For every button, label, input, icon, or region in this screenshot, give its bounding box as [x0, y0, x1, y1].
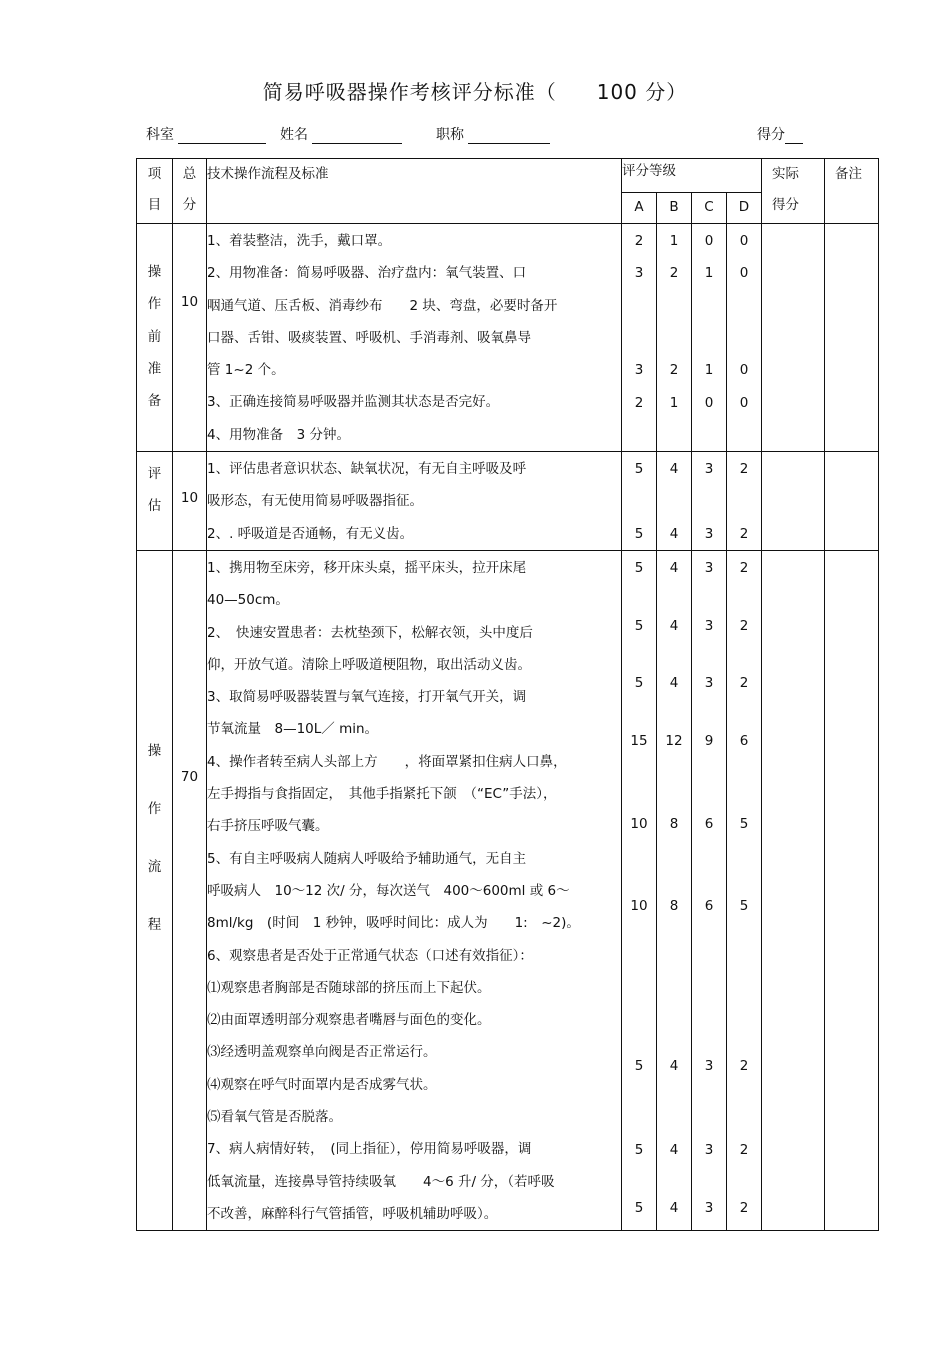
grade-score-c — [692, 452, 727, 551]
score-value: 3 — [634, 362, 644, 379]
score-value: 2 — [739, 674, 749, 691]
score-value: 2 — [739, 461, 749, 478]
section-name-char: 程 — [147, 916, 162, 933]
procedure-line: 2、. 呼吸道是否通畅，有无义齿。 — [207, 525, 414, 542]
section-total — [173, 224, 207, 452]
score-value: 1 — [704, 265, 714, 282]
dept-blank[interactable] — [178, 127, 266, 144]
procedure-line: 4、用物准备 3 分钟。 — [207, 426, 350, 443]
score-value: 3 — [704, 559, 714, 576]
score-value: 1 — [669, 233, 679, 249]
score-value: 5 — [634, 461, 644, 478]
score-value: 4 — [669, 1057, 679, 1074]
procedure-line: 不改善，麻醉科行气管插管，呼吸机辅助呼吸）。 — [207, 1205, 498, 1222]
grade-score-d — [727, 452, 762, 551]
header-item — [137, 159, 173, 224]
score-value: 4 — [669, 674, 679, 691]
procedure-line: ⑶经透明盖观察单向阀是否正常运行。 — [207, 1044, 437, 1061]
actual-score-cell[interactable] — [762, 224, 825, 452]
table-header — [137, 159, 879, 224]
score-value: 0 — [739, 362, 749, 379]
procedure-line: 8ml/kg (时间 1 秒钟，吸呼时间比：成人为 1: ~2)。 — [207, 915, 580, 932]
grade-score-a — [622, 452, 657, 551]
procedure-line: 40—50cm。 — [207, 592, 289, 609]
procedure-line: 右手挤压呼吸气囊。 — [207, 818, 329, 835]
score-value: 5 — [634, 617, 644, 634]
procedure-line: 2、用物准备：简易呼吸器、治疗盘内：氧气装置、口 — [207, 265, 527, 282]
procedure-line: 6、观察患者是否处于正常通气状态（口述有效指征）： — [207, 947, 533, 964]
section-total-value: 10 — [180, 490, 199, 507]
score-value: 4 — [669, 461, 679, 478]
grade-score-c — [692, 550, 727, 1230]
score-value: 2 — [669, 362, 679, 379]
procedure-line: 3、正确连接简易呼吸器并监测其状态是否完好。 — [207, 394, 500, 411]
remark-cell[interactable] — [825, 550, 879, 1230]
header-actual-line2: 得分 — [772, 197, 799, 213]
header-grade: 评分等级 — [622, 159, 762, 193]
score-value: 5 — [739, 815, 749, 832]
score-value: 1 — [669, 394, 679, 411]
score-value: 3 — [704, 1199, 714, 1216]
section-name-char: 作 — [147, 800, 162, 817]
header-total-line2: 分 — [182, 197, 197, 213]
job-title-field — [436, 124, 550, 144]
score-value: 5 — [634, 1199, 644, 1216]
score-value: 0 — [739, 233, 749, 249]
section-row — [137, 224, 879, 452]
scoring-table — [136, 158, 879, 1231]
score-value: 3 — [704, 1057, 714, 1074]
table-body — [137, 224, 879, 1231]
score-value: 10 — [630, 815, 648, 832]
score-value: 4 — [669, 617, 679, 634]
score-value: 2 — [739, 559, 749, 576]
header-actual-score — [762, 159, 825, 224]
section-total-value: 10 — [180, 294, 199, 310]
score-value: 3 — [704, 525, 714, 542]
score-label: 得分 — [757, 127, 785, 143]
procedure-line: 1、评估患者意识状态、缺氧状况，有无自主呼吸及呼 — [207, 461, 527, 478]
procedure-line: 节氧流量 8—10L／ min。 — [207, 721, 379, 738]
section-total — [173, 452, 207, 551]
section-name-char: 备 — [147, 393, 162, 410]
score-value: 4 — [669, 525, 679, 542]
remark-cell[interactable] — [825, 224, 879, 452]
procedure-line: 管 1~2 个。 — [207, 362, 285, 379]
actual-score-cell[interactable] — [762, 550, 825, 1230]
section-total-value: 70 — [180, 768, 199, 785]
section-name — [137, 550, 173, 1230]
score-value: 10 — [630, 897, 648, 914]
score-value: 1 — [704, 362, 714, 379]
procedure-line: ⑵由面罩透明部分观察患者嘴唇与面色的变化。 — [207, 1012, 491, 1029]
procedure-line: 1、着装整洁，洗手，戴口罩。 — [207, 233, 392, 249]
section-name-char: 作 — [147, 296, 162, 313]
procedure-line: 1、携用物至床旁，移开床头桌，摇平床头，拉开床尾 — [207, 559, 527, 576]
score-value: 3 — [704, 674, 714, 691]
procedure-line: 口器、舌钳、吸痰装置、呼吸机、手消毒剂、吸氧鼻导 — [207, 329, 531, 346]
header-procedure: 技术操作流程及标准 — [207, 159, 622, 224]
score-value: 6 — [704, 815, 714, 832]
grade-score-b — [657, 550, 692, 1230]
grade-c: C — [692, 193, 727, 224]
section-total — [173, 550, 207, 1230]
score-value: 2 — [669, 265, 679, 282]
score-value: 4 — [669, 559, 679, 576]
section-name-char: 前 — [147, 328, 162, 345]
job-title-blank[interactable] — [468, 127, 550, 144]
section-name-char: 估 — [147, 498, 162, 515]
section-row — [137, 452, 879, 551]
job-title-label: 职称 — [436, 127, 464, 143]
score-value: 0 — [739, 265, 749, 282]
procedure-line: 吸形态，有无使用简易呼吸器指征。 — [207, 493, 423, 510]
header-item-line1: 项 — [147, 166, 162, 182]
score-value: 2 — [739, 617, 749, 634]
section-name — [137, 452, 173, 551]
grade-score-c — [692, 224, 727, 452]
procedure-line: 7、病人病情好转， (同上指征），停用简易呼吸器，调 — [207, 1141, 532, 1158]
header-total — [173, 159, 207, 224]
actual-score-cell[interactable] — [762, 452, 825, 551]
procedure-line: 仰，开放气道。清除上呼吸道梗阻物，取出活动义齿。 — [207, 656, 531, 673]
grade-score-b — [657, 224, 692, 452]
procedure-line: 左手拇指与食指固定， 其他手指紧托下颌 （“EC”手法）， — [207, 786, 557, 803]
score-value: 6 — [704, 897, 714, 914]
score-value: 2 — [739, 1199, 749, 1216]
header-total-line1: 总 — [182, 166, 197, 182]
score-value: 2 — [739, 1141, 749, 1158]
procedure-line: ⑷观察在呼气时面罩内是否成雾气状。 — [207, 1076, 437, 1093]
score-value: 3 — [634, 265, 644, 282]
score-value: 5 — [739, 897, 749, 914]
section-procedure — [207, 452, 622, 551]
section-procedure — [207, 224, 622, 452]
score-value: 3 — [704, 1141, 714, 1158]
header-item-line2: 目 — [147, 197, 162, 213]
score-value: 2 — [634, 394, 644, 411]
section-procedure — [207, 550, 622, 1230]
score-value: 8 — [669, 897, 679, 914]
score-value: 0 — [704, 394, 714, 411]
score-value: 5 — [634, 1057, 644, 1074]
score-field — [757, 124, 803, 144]
score-value: 2 — [739, 525, 749, 542]
title-text: 简易呼吸器操作考核评分标准（ — [262, 80, 557, 104]
section-name-char: 准 — [147, 360, 162, 377]
section-name-char: 评 — [147, 466, 162, 483]
score-value: 5 — [634, 674, 644, 691]
header-actual-line1: 实际 — [772, 166, 799, 182]
grade-a: A — [622, 193, 657, 224]
score-value: 8 — [669, 815, 679, 832]
procedure-line: 5、有自主呼吸病人随病人呼吸给予辅助通气，无自主 — [207, 850, 527, 867]
remark-cell[interactable] — [825, 452, 879, 551]
dept-field — [146, 124, 266, 144]
score-value: 5 — [634, 1141, 644, 1158]
score-value: 9 — [704, 732, 714, 749]
section-name-char: 流 — [147, 858, 162, 875]
procedure-line: ⑴观察患者胸部是否随球部的挤压而上下起伏。 — [207, 979, 491, 996]
score-value: 15 — [630, 732, 648, 749]
score-value: 2 — [634, 233, 644, 249]
score-value: 3 — [704, 461, 714, 478]
section-name-char: 操 — [147, 742, 162, 759]
procedure-line: 咽通气道、压舌板、消毒纱布 2 块、弯盘，必要时备开 — [207, 297, 558, 314]
score-blank[interactable] — [785, 127, 803, 144]
grade-score-a — [622, 224, 657, 452]
procedure-line: 呼吸病人 10～12 次/ 分，每次送气 400～600ml 或 6～ — [207, 882, 570, 899]
section-name-char: 操 — [147, 264, 162, 280]
procedure-line: 3、取简易呼吸器装置与氧气连接，打开氧气开关，调 — [207, 689, 527, 706]
section-name — [137, 224, 173, 452]
grade-b: B — [657, 193, 692, 224]
score-value: 2 — [739, 1057, 749, 1074]
procedure-line: 4、操作者转至病人头部上方 ，将面罩紧扣住病人口鼻， — [207, 753, 567, 770]
grade-score-d — [727, 550, 762, 1230]
header-remark: 备注 — [825, 159, 879, 224]
name-blank[interactable] — [312, 127, 402, 144]
procedure-line: 低氧流量，连接鼻导管持续吸氧 4～6 升/ 分，（若呼吸 — [207, 1173, 555, 1190]
name-field — [280, 124, 402, 144]
score-value: 4 — [669, 1199, 679, 1216]
score-value: 5 — [634, 559, 644, 576]
score-value: 6 — [739, 732, 749, 749]
section-row — [137, 550, 879, 1230]
name-label: 姓名 — [280, 127, 308, 143]
grade-score-b — [657, 452, 692, 551]
grade-d: D — [727, 193, 762, 224]
score-value: 3 — [704, 617, 714, 634]
title-score: 100 分） — [596, 80, 688, 104]
procedure-line: 2、 快速安置患者：去枕垫颈下，松解衣领，头中度后 — [207, 624, 533, 641]
score-value: 0 — [704, 233, 714, 249]
dept-label: 科室 — [146, 127, 174, 143]
score-value: 4 — [669, 1141, 679, 1158]
grade-score-d — [727, 224, 762, 452]
procedure-line: ⑸看氧气管是否脱落。 — [207, 1109, 342, 1126]
page-title — [0, 76, 950, 105]
score-value: 5 — [634, 525, 644, 542]
grade-score-a — [622, 550, 657, 1230]
score-value: 0 — [739, 394, 749, 411]
score-value: 12 — [665, 732, 683, 749]
